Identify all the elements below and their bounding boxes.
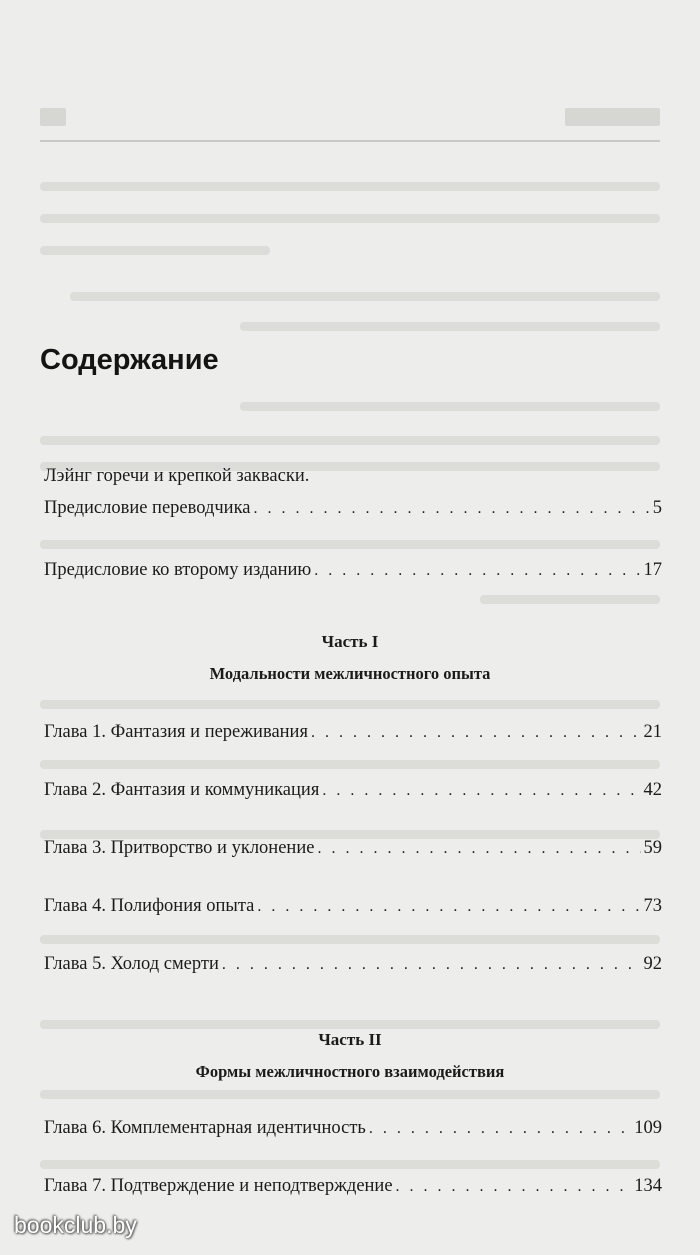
leader-dots	[314, 562, 640, 580]
show-through	[480, 595, 660, 604]
leader-dots	[257, 898, 640, 916]
toc-entry-page: 21	[643, 722, 662, 742]
toc-entry-page: 109	[634, 1118, 662, 1138]
watermark-bookclub: bookclub.by	[14, 1212, 137, 1238]
show-through	[40, 935, 660, 944]
toc-entry-chapter-2[interactable]	[44, 780, 662, 810]
show-through	[40, 1020, 660, 1029]
running-header-title	[565, 108, 660, 126]
toc-entry-label: Глава 2. Фантазия и коммуникация	[44, 780, 320, 800]
toc-entry-preface-second[interactable]	[44, 560, 662, 590]
show-through	[40, 182, 660, 191]
toc-entry-chapter-1[interactable]	[44, 722, 662, 752]
part-1-number: Часть I	[321, 632, 379, 651]
header-rule	[40, 140, 660, 142]
toc-entry-preface-translator[interactable]	[44, 498, 662, 528]
toc-entry-label: Глава 6. Комплементарная идентичность	[44, 1118, 366, 1138]
leader-dots	[311, 724, 641, 742]
toc-entry-label: Предисловие ко второму изданию	[44, 560, 312, 580]
toc-entry-label: Глава 1. Фантазия и переживания	[44, 722, 308, 742]
toc-entry-chapter-3[interactable]	[44, 838, 662, 868]
part-1-title: Модальности межличностного опыта	[209, 664, 491, 683]
toc-entry-label: Глава 5. Холод смерти	[44, 954, 219, 974]
toc-entry-chapter-6[interactable]	[44, 1118, 662, 1148]
show-through	[40, 700, 660, 709]
leader-dots	[322, 782, 640, 800]
toc-entry-chapter-4[interactable]	[44, 896, 662, 926]
toc-entry-page: 73	[643, 896, 662, 916]
leader-dots	[317, 840, 640, 858]
show-through	[40, 1160, 660, 1169]
show-through	[40, 1090, 660, 1099]
toc-entry-label: Глава 4. Полифония опыта	[44, 896, 255, 916]
part-2-number: Часть II	[318, 1030, 382, 1049]
show-through	[40, 214, 660, 223]
show-through	[240, 402, 660, 411]
toc-entry-label: Глава 7. Подтверждение и неподтверждение	[44, 1176, 393, 1196]
toc-entry-chapter-7[interactable]	[44, 1176, 662, 1206]
toc-entry-chapter-5[interactable]	[44, 954, 662, 984]
toc-entry-page: 42	[643, 780, 662, 800]
show-through	[40, 760, 660, 769]
leader-dots	[396, 1178, 632, 1196]
toc-entry-page: 134	[634, 1176, 662, 1196]
toc-entry-label: Глава 3. Притворство и уклонение	[44, 838, 315, 858]
leader-dots	[369, 1120, 631, 1138]
toc-entry-preface-translator-line1: Лэйнг горечи и крепкой закваски.	[44, 466, 310, 486]
toc-entry-page: 5	[652, 498, 662, 518]
leader-dots	[222, 956, 641, 974]
toc-entry-page: 59	[643, 838, 662, 858]
show-through	[40, 246, 270, 255]
page-title: Содержание	[40, 344, 219, 376]
leader-dots	[254, 500, 650, 518]
toc-entry-page: 17	[643, 560, 662, 580]
show-through	[240, 322, 660, 331]
show-through	[40, 436, 660, 445]
show-through	[40, 540, 660, 549]
toc-entry-page: 92	[643, 954, 662, 974]
toc-entry-label: Предисловие переводчика	[44, 498, 251, 518]
running-header-page-number	[40, 108, 66, 126]
show-through	[70, 292, 660, 301]
part-2-title: Формы межличностного взаимодействия	[195, 1062, 505, 1081]
